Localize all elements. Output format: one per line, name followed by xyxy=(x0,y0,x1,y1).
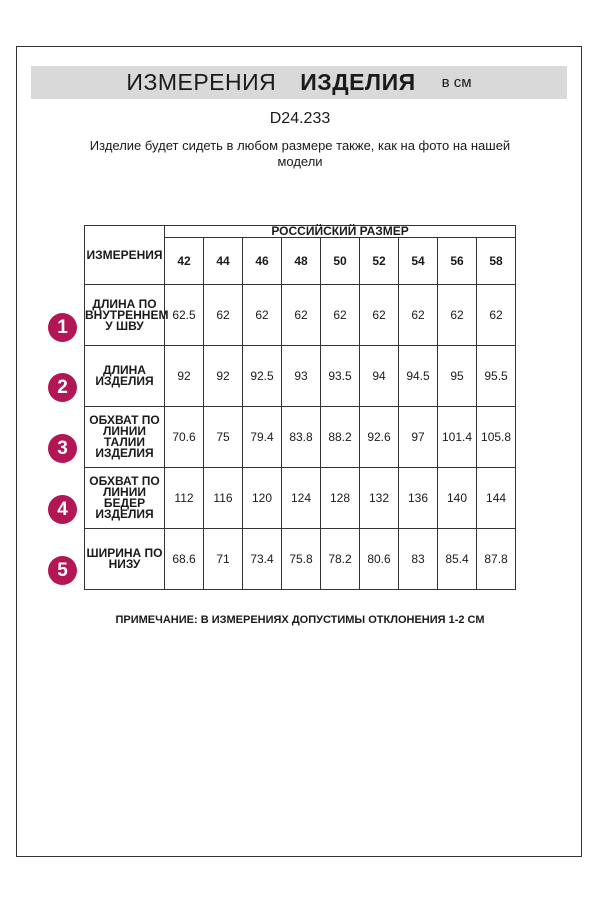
measurement-value: 92.6 xyxy=(360,407,399,468)
measurement-value: 78.2 xyxy=(321,529,360,590)
size-header-cell: 58 xyxy=(477,238,516,285)
measurement-value: 92.5 xyxy=(243,346,282,407)
size-header-cell: 56 xyxy=(438,238,477,285)
measurement-value: 94.5 xyxy=(399,346,438,407)
measurement-label: ШИРИНА ПО НИЗУ xyxy=(85,529,165,590)
tolerance-note: ПРИМЕЧАНИЕ: В ИЗМЕРЕНИЯХ ДОПУСТИМЫ ОТКЛОНЕНИЯ 1-2 СМ xyxy=(115,614,485,626)
measurement-value: 73.4 xyxy=(243,529,282,590)
measurement-value: 101.4 xyxy=(438,407,477,468)
measurement-value: 75.8 xyxy=(282,529,321,590)
measurement-value: 68.6 xyxy=(165,529,204,590)
corner-label: ИЗМЕРЕНИЯ xyxy=(85,226,165,285)
size-system-header: РОССИЙСКИЙ РАЗМЕР xyxy=(165,226,516,238)
measurement-row xyxy=(85,468,516,529)
row-number-badge: 1 xyxy=(48,313,77,342)
measurement-label: ДЛИНА ИЗДЕЛИЯ xyxy=(85,346,165,407)
row-number-badge: 2 xyxy=(48,373,77,402)
measurement-value: 92 xyxy=(165,346,204,407)
measurement-value: 62 xyxy=(399,285,438,346)
fit-description: Изделие будет сидеть в любом размере также, как на фото на нашей модели xyxy=(89,138,511,169)
measurement-value: 80.6 xyxy=(360,529,399,590)
measurement-value: 79.4 xyxy=(243,407,282,468)
measurement-value: 136 xyxy=(399,468,438,529)
measurement-value: 62 xyxy=(360,285,399,346)
size-header-cell: 42 xyxy=(165,238,204,285)
measurement-value: 71 xyxy=(204,529,243,590)
measurement-value: 70.6 xyxy=(165,407,204,468)
measurement-value: 116 xyxy=(204,468,243,529)
measurement-value: 97 xyxy=(399,407,438,468)
measurement-label: ОБХВАТ ПО ЛИНИИ БЕДЕР ИЗДЕЛИЯ xyxy=(85,468,165,529)
title-part-2: ИЗДЕЛИЯ xyxy=(300,69,416,95)
measurement-value: 62 xyxy=(438,285,477,346)
measurement-value: 83 xyxy=(399,529,438,590)
title-part-1: ИЗМЕРЕНИЯ xyxy=(126,69,277,95)
measurement-value: 128 xyxy=(321,468,360,529)
measurement-value: 62 xyxy=(321,285,360,346)
measurement-row xyxy=(85,346,516,407)
size-header-cell: 44 xyxy=(204,238,243,285)
product-code: D24.233 xyxy=(269,110,331,127)
size-header-cell: 46 xyxy=(243,238,282,285)
measurement-value: 62.5 xyxy=(165,285,204,346)
measurement-value: 132 xyxy=(360,468,399,529)
row-number-badge: 3 xyxy=(48,434,77,463)
measurement-value: 83.8 xyxy=(282,407,321,468)
measurement-value: 88.2 xyxy=(321,407,360,468)
measurement-value: 94 xyxy=(360,346,399,407)
measurement-value: 124 xyxy=(282,468,321,529)
measurement-row xyxy=(85,407,516,468)
measurement-label: ДЛИНА ПО ВНУТРЕННЕМ У ШВУ xyxy=(85,285,165,346)
measurement-value: 144 xyxy=(477,468,516,529)
measurement-value: 87.8 xyxy=(477,529,516,590)
measurement-value: 93.5 xyxy=(321,346,360,407)
measurement-row xyxy=(85,529,516,590)
measurement-value: 85.4 xyxy=(438,529,477,590)
size-header-cell: 54 xyxy=(399,238,438,285)
measurement-value: 120 xyxy=(243,468,282,529)
measurement-value: 92 xyxy=(204,346,243,407)
measurement-value: 62 xyxy=(204,285,243,346)
measurement-value: 112 xyxy=(165,468,204,529)
measurement-value: 75 xyxy=(204,407,243,468)
size-header-cell: 52 xyxy=(360,238,399,285)
measurement-value: 95.5 xyxy=(477,346,516,407)
size-header-cell: 50 xyxy=(321,238,360,285)
title-unit: в см xyxy=(441,74,472,91)
row-number-badge: 4 xyxy=(48,495,77,524)
measurement-value: 62 xyxy=(477,285,516,346)
measurement-value: 95 xyxy=(438,346,477,407)
measurement-value: 140 xyxy=(438,468,477,529)
title-band xyxy=(31,66,567,99)
measurement-value: 93 xyxy=(282,346,321,407)
measurement-value: 62 xyxy=(282,285,321,346)
measurement-value: 62 xyxy=(243,285,282,346)
measurement-row xyxy=(85,285,516,346)
measurement-label: ОБХВАТ ПО ЛИНИИ ТАЛИИ ИЗДЕЛИЯ xyxy=(85,407,165,468)
size-table xyxy=(84,225,516,590)
size-header-cell: 48 xyxy=(282,238,321,285)
measurement-value: 105.8 xyxy=(477,407,516,468)
header-row-1 xyxy=(85,226,516,238)
row-number-badge: 5 xyxy=(48,556,77,585)
